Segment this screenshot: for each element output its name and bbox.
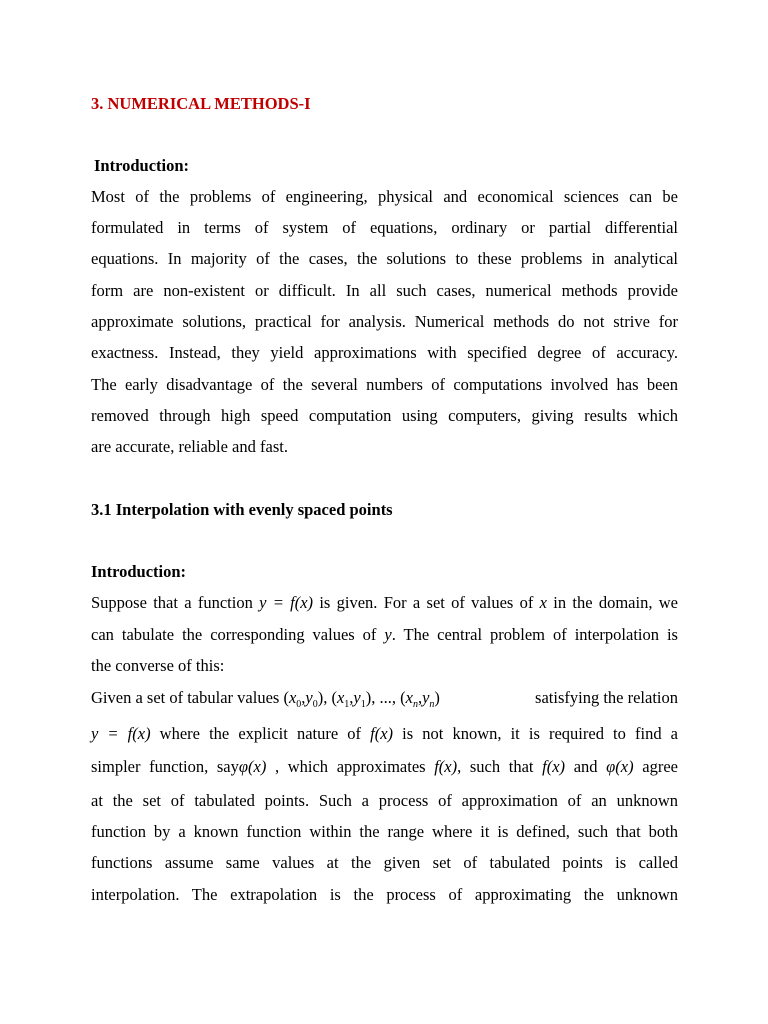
intro-line: are accurate, reliable and fast.	[91, 437, 288, 456]
body-line: can tabulate the corresponding values of y. The central problem of interpolation is	[91, 625, 678, 644]
intro-line: approximate solutions, practical for analysis. Numerical methods do not strive for	[91, 312, 678, 331]
body-line: the converse of this:	[91, 656, 225, 675]
tabular-values-formula: $(x_0,y_0)$, $(x_1,y_1)$, ..., $(x_n,y_n)$	[283, 688, 440, 710]
chapter-heading: 3. NUMERICAL METHODS-I	[91, 94, 311, 113]
section-heading: 3.1 Interpolation with evenly spaced points	[91, 500, 393, 519]
intro-heading: Introduction:	[94, 156, 190, 175]
intro-line: The early disadvantage of the several numbers of computations involved has been	[91, 375, 678, 394]
intro-line: exactness. Instead, they yield approximations with specified degree of accuracy.	[91, 343, 678, 362]
body-line: at the set of tabulated points. Such a process of approximation of an unknown	[91, 791, 678, 810]
body-line: Suppose that a function y = f(x) is given. For a set of values of x in the domain, we	[91, 593, 678, 612]
intro-line: form are non-existent or difficult. In all such cases, numerical methods provide	[91, 281, 678, 300]
intro-line: Most of the problems of engineering, physical and economical sciences can be	[91, 187, 678, 206]
intro-line: formulated in terms of system of equations, ordinary or partial differential	[91, 218, 678, 237]
intro-line: removed through high speed computation using computers, giving results which	[91, 406, 678, 425]
body-line: functions assume same values at the given set of tabulated points is called	[91, 853, 678, 872]
section-intro-heading: Introduction:	[91, 562, 187, 581]
body-line: Given a set of tabular values $(x_0,y_0)$, $(x_1,y_1)$, ..., $(x_n,y_n)$ satisfying the relation	[91, 688, 678, 710]
body-line: function by a known function within the range where it is defined, such that both	[91, 822, 678, 841]
body-line: interpolation. The extrapolation is the process of approximating the unknown	[91, 885, 678, 904]
body-line: y = f(x) where the explicit nature of f(x) is not known, it is required to find a	[91, 724, 679, 743]
body-line: simpler function, sayφ(x) , which approximates f(x), such that f(x) and φ(x) agree	[91, 757, 678, 776]
intro-line: equations. In majority of the cases, the solutions to these problems in analytical	[91, 249, 678, 268]
